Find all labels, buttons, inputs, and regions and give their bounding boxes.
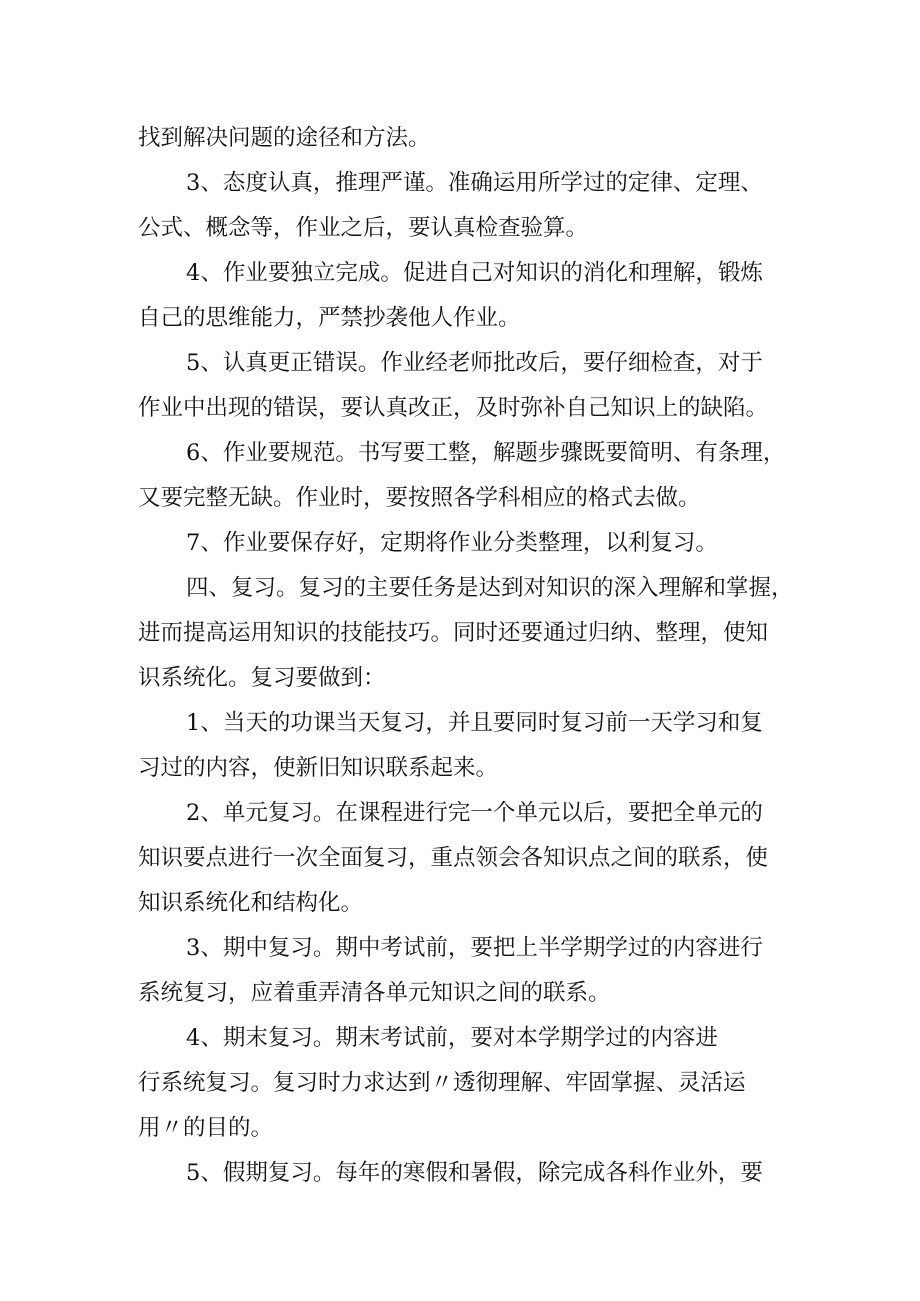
paragraph-first-line: 4、作业要独立完成。促进自己对知识的消化和理解，锻炼 [186,260,763,286]
text-line: 进而提高运用知识的技能技巧。同时还要通过归纳、整理，使知 [138,620,769,646]
paragraph-first-line: 3、期中复习。期中考试前，要把上半学期学过的内容进行 [186,935,763,961]
text-line: 知识系统化和结构化。 [138,890,364,916]
paragraph-first-line: 5、假期复习。每年的寒假和暑假，除完成各科作业外，要 [186,1160,763,1186]
text-line: 用〃的目的。 [138,1115,274,1141]
text-line: 知识要点进行一次全面复习，重点领会各知识点之间的联系，使 [138,845,769,871]
text-line: 公式、概念等，作业之后，要认真检查验算。 [138,215,589,241]
paragraph-first-line: 7、作业要保存好，定期将作业分类整理，以利复习。 [186,530,718,556]
text-line: 自己的思维能力，严禁抄袭他人作业。 [138,305,521,331]
text-line: 习过的内容，使新旧知识联系起来。 [138,755,499,781]
paragraph-first-line: 4、期末复习。期末考试前，要对本学期学过的内容进 [186,1025,718,1051]
text-line: 又要完整无缺。作业时，要按照各学科相应的格式去做。 [138,485,701,511]
text-line: 行系统复习。复习时力求达到〃透彻理解、牢固掌握、灵活运 [138,1070,746,1096]
text-line: 作业中出现的错误，要认真改正，及时弥补自己知识上的缺陷。 [138,395,769,421]
text-line: 系统复习，应着重弄清各单元知识之间的联系。 [138,980,611,1006]
text-line: 找到解决问题的途径和方法。 [138,125,431,151]
paragraph-first-line: 1、当天的功课当天复习，并且要同时复习前一天学习和复 [186,710,763,736]
section-heading-line: 四、复习。复习的主要任务是达到对知识的深入理解和掌握， [186,575,794,601]
paragraph-first-line: 6、作业要规范。书写要工整，解题步骤既要简明、有条理， [186,440,786,466]
paragraph-first-line: 2、单元复习。在课程进行完一个单元以后，要把全单元的 [186,800,763,826]
text-line: 识系统化。复习要做到： [138,665,386,691]
paragraph-first-line: 5、认真更正错误。作业经老师批改后，要仔细检查，对于 [186,350,763,376]
paragraph-first-line: 3、态度认真，推理严谨。准确运用所学过的定律、定理、 [186,170,763,196]
